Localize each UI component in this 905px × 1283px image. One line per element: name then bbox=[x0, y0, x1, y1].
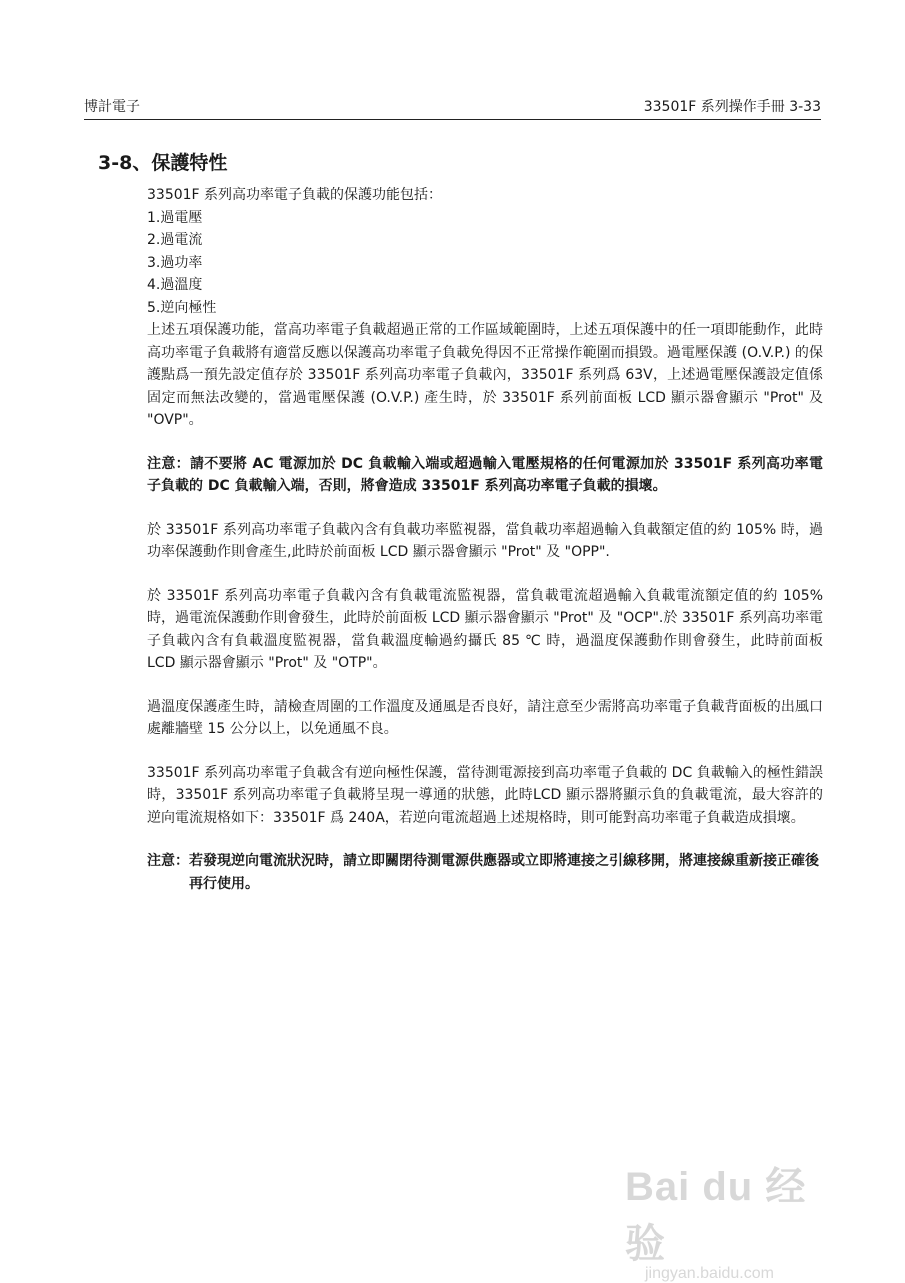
paragraph-ocp-otp: 於 33501F 系列高功率電子負載內含有負載電流監視器，當負載電流超過輸入負載電流額定值的約 105% 時，過電流保護動作則會發生，此時於前面板 LCD 顯示器會顯示 "Prot" 及 "OCP".於 33501F 系列高功率電子負載內含有負載溫度監視器，當負載溫度輸過約攝氏 85 ℃ 時，過溫度保護動作則會發生，此時前面板 LCD 顯示器會顯示 "Prot" 及 "OTP"。 bbox=[147, 587, 823, 671]
watermark-logo: Bai du 经验 bbox=[625, 1165, 807, 1266]
header-rule bbox=[84, 119, 821, 120]
intro-text: 33501F 系列高功率電子負載的保護功能包括： bbox=[147, 187, 443, 203]
section-title: 3-8、保護特性 bbox=[98, 152, 228, 174]
header-manual-page: 33501F 系列操作手冊 3-33 bbox=[643, 99, 821, 115]
list-item: 4.過溫度 bbox=[147, 277, 203, 293]
paragraph-ventilation: 過溫度保護產生時，請檢查周圍的工作溫度及通風是否良好，請注意至少需將高功率電子負載背面板的出風口處離牆壁 15 公分以上，以免通風不良。 bbox=[147, 698, 823, 737]
paragraph-ovp: 上述五項保護功能，當高功率電子負載超過正常的工作區域範圍時，上述五項保護中的任一項即能動作，此時高功率電子負載將有適當反應以保護高功率電子負載免得因不正常操作範圍而損毀。過電壓保護 (O.V.P.) 的保護點爲一預先設定值存於 33501F 系列高功率電子負載內，33501F 系列爲 63V，上述過電壓保護設定值係固定而無法改變的，當過電壓保護 (O.V.P.) 產生時，於 33501F 系列前面板 LCD 顯示器會顯示 "Prot" 及 "OVP"。 bbox=[147, 322, 823, 428]
main-content bbox=[147, 184, 823, 895]
header-company: 博計電子 bbox=[84, 99, 140, 115]
watermark-url: jingyan.baidu.com bbox=[645, 1265, 774, 1282]
list-item: 1.過電壓 bbox=[147, 209, 203, 226]
note-label: 注意： bbox=[147, 853, 189, 869]
list-item: 3.過功率 bbox=[147, 254, 203, 271]
warning-ac-power: 注意：請不要將 AC 電源加於 DC 負載輸入端或超過輸入電壓規格的任何電源加於 33501F 系列高功率電子負載的 DC 負載輸入端，否則，將會造成 33501F 系列高功率電子負載的損壞。 bbox=[147, 455, 823, 494]
baidu-watermark bbox=[625, 1155, 845, 1282]
note-reverse-current bbox=[147, 850, 823, 895]
protection-list bbox=[147, 207, 823, 320]
paragraph-opp: 於 33501F 系列高功率電子負載內含有負載功率監視器，當負載功率超過輸入負載額定值的約 105% 時，過功率保護動作則會產生,此時於前面板 LCD 顯示器會顯示 "Prot" 及 "OPP". bbox=[147, 521, 823, 560]
paragraph-reverse-polarity: 33501F 系列高功率電子負載含有逆向極性保護，當待測電源接到高功率電子負載的 DC 負載輸入的極性錯誤時，33501F 系列高功率電子負載將呈現一導通的狀態，此時LCD 顯示器將顯示負的負載電流，最大容許的逆向電流規格如下：33501F 爲 240A，若逆向電流超過上述規格時，則可能對高功率電子負載造成損壞。 bbox=[147, 764, 823, 826]
note-text: 若發現逆向電流狀況時，請立即關閉待測電源供應器或立即將連接之引線移開，將連接線重新接正確後再行使用。 bbox=[189, 853, 819, 892]
list-item: 5.逆向極性 bbox=[147, 299, 217, 316]
list-item: 2.過電流 bbox=[147, 232, 203, 248]
